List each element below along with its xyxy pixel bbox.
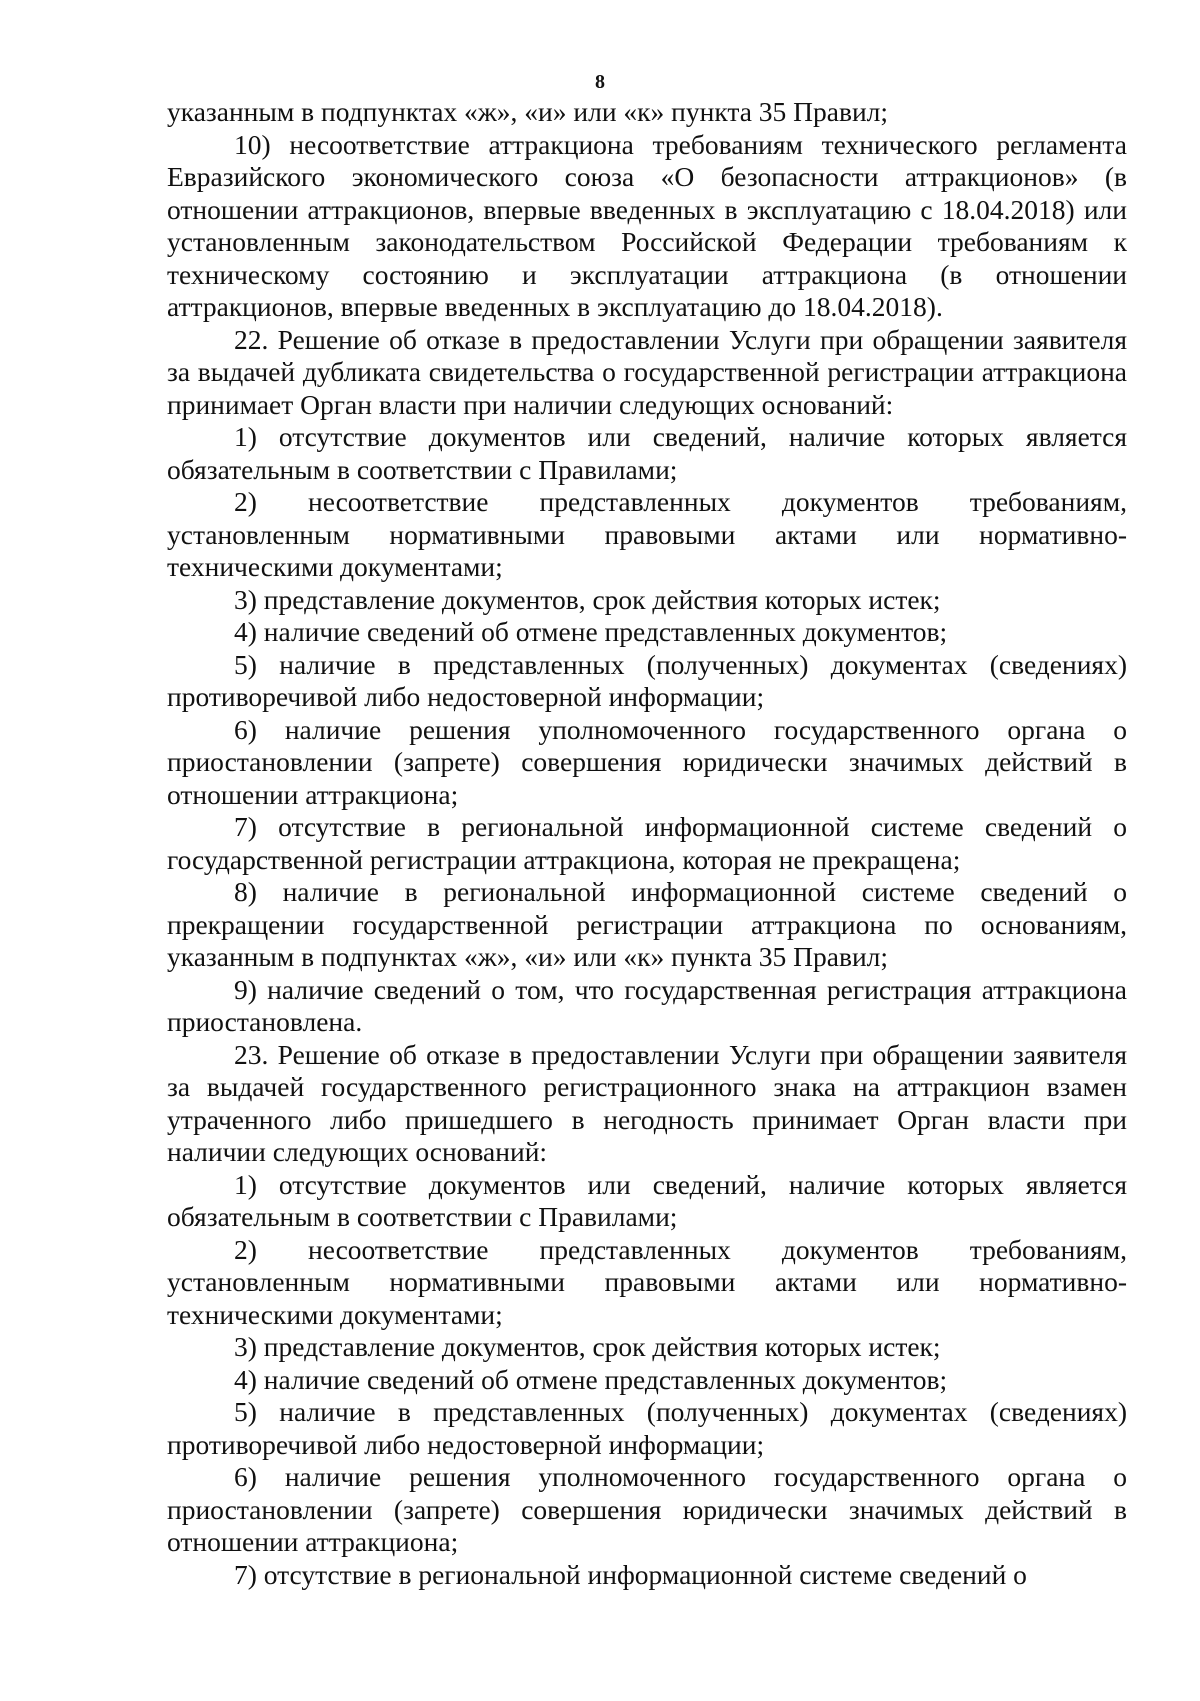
paragraph-22-subitem-8: 8) наличие в региональной информационной системе сведений о прекращении государственной регистрации аттракциона по основаниям, указанным в подпунктах «ж», «и» или «к» пункта 35 Правил; [167,876,1127,972]
paragraph-22-subitem-7: 7) отсутствие в региональной информационной системе сведений о государственной регистрации аттракциона, которая не прекращена; [167,811,1127,875]
paragraph-22-subitem-9: 9) наличие сведений о том, что государственная регистрация аттракциона приостановлена. [167,973,1127,1037]
paragraph-23-subitem-3: 3) представление документов, срок действия которых истек; [234,1331,941,1362]
paragraph-23-subitem-4: 4) наличие сведений об отмене представленных документов; [234,1363,948,1395]
paragraph-22-subitem-3: 3) представление документов, срок действия которых истек; [234,583,941,615]
paragraph-subitem-10: 10) несоответствие аттракциона требованиям технического регламента Евразийского экономического союза «О безопасности аттракционов» (в отношении аттракционов, впервые введенных в эксплуатацию с 18.04.2018) или установленным законодательством Российской Федерации требованиям к техническому состоянию и эксплуатации аттракциона (в отношении аттракционов, впервые введенных в эксплуатацию до 18.04.2018). [167,128,1127,322]
paragraph-clause-23: 23. Решение об отказе в предоставлении Услуги при обращении заявителя за выдачей государственного регистрационного знака на аттракцион взамен утраченного либо пришедшего в негодность принимает Орган власти при наличии следующих оснований: [167,1038,1127,1167]
paragraph-22-subitem-1: 1) отсутствие документов или сведений, наличие которых является обязательным в соответствии с Правилами; [167,421,1127,485]
paragraph-23-subitem-5: 5) наличие в представленных (полученных) документах (сведениях) противоречивой либо недостоверной информации; [167,1396,1127,1460]
paragraph-23-subitem-7: 7) отсутствие в региональной информационной системе сведений о [234,1558,1027,1590]
paragraph-continuation: указанным в подпунктах «ж», «и» или «к» пункта 35 Правил; [167,96,889,127]
paragraph-23-subitem-1: 1) отсутствие документов или сведений, наличие которых является обязательным в соответствии с Правилами; [167,1168,1127,1232]
page-number: 8 [595,71,605,93]
paragraph-22-subitem-2: 2) несоответствие представленных документов требованиям, установленным нормативными правовыми актами или нормативно-техническими документами; [167,486,1127,582]
paragraph-22-subitem-4: 4) наличие сведений об отмене представленных документов; [234,616,948,647]
paragraph-22-subitem-5: 5) наличие в представленных (полученных) документах (сведениях) противоречивой либо недостоверной информации; [167,648,1127,712]
paragraph-22-subitem-6: 6) наличие решения уполномоченного государственного органа о приостановлении (запрете) совершения юридически значимых действий в отношении аттракциона; [167,713,1127,810]
paragraph-23-subitem-6: 6) наличие решения уполномоченного государственного органа о приостановлении (запрете) совершения юридически значимых действий в отношении аттракциона; [167,1461,1127,1557]
paragraph-clause-22: 22. Решение об отказе в предоставлении Услуги при обращении заявителя за выдачей дубликата свидетельства о государственной регистрации аттракциона принимает Орган власти при наличии следующих оснований: [167,323,1127,420]
document-body [167,96,1127,1591]
paragraph-23-subitem-2: 2) несоответствие представленных документов требованиям, установленным нормативными правовыми актами или нормативно-техническими документами; [167,1233,1127,1330]
